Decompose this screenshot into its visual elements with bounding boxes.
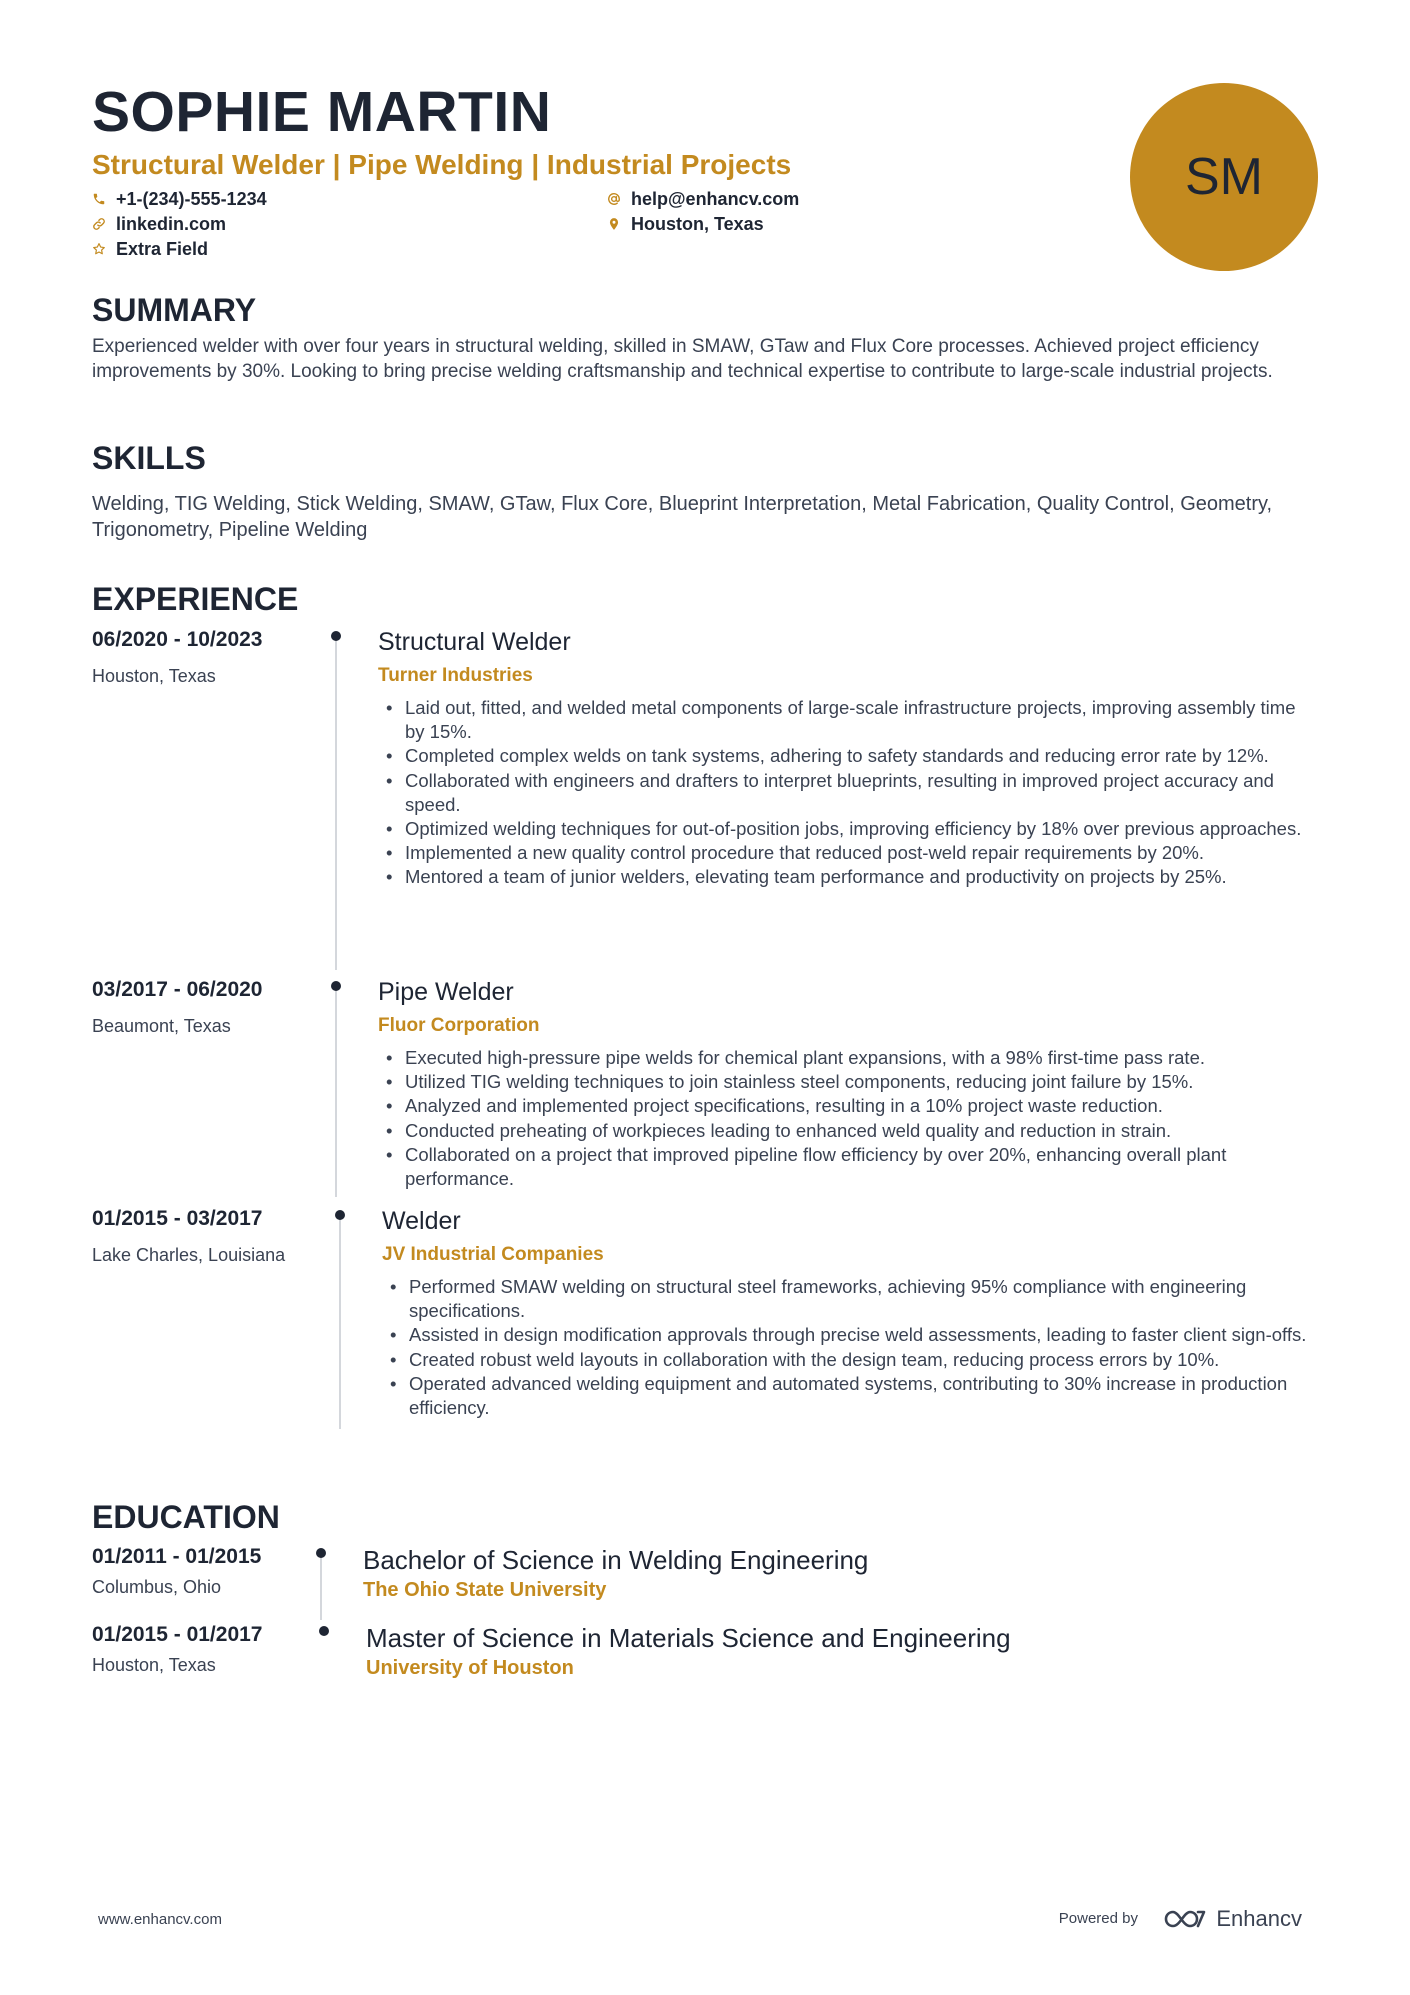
experience-location: Lake Charles, Louisiana <box>92 1245 286 1265</box>
contact-location <box>607 213 907 235</box>
contact-email-text: help@enhancv.com <box>631 189 800 209</box>
experience-dates: 01/2015 - 03/2017 <box>92 1207 263 1230</box>
experience-item <box>92 977 1318 1197</box>
star-icon <box>92 241 106 257</box>
experience-meta <box>92 1206 332 1266</box>
link-icon <box>92 216 106 232</box>
experience-details <box>378 627 1318 890</box>
experience-item <box>92 627 1318 967</box>
experience-heading: EXPERIENCE <box>92 581 299 617</box>
enhancv-logo-icon <box>1162 1906 1208 1932</box>
footer <box>98 1906 1318 1936</box>
education-item <box>92 1622 1318 1692</box>
skills-text: Welding, TIG Welding, Stick Welding, SMAW, GTaw, Flux Core, Blueprint Interpretation, Metal Fabrication, Quality Control, Geometry, Trigonometry, Pipeline Welding <box>92 493 1273 541</box>
experience-details <box>378 977 1318 1191</box>
experience-item <box>92 1206 1318 1436</box>
contact-email[interactable] <box>607 188 907 210</box>
contact-linkedin-text: linkedin.com <box>116 214 227 234</box>
summary-section <box>92 291 1318 384</box>
experience-dates: 03/2017 - 06/2020 <box>92 978 263 1001</box>
experience-bullets <box>378 696 1318 890</box>
enhancv-logo-text: Enhancv <box>1216 1906 1302 1931</box>
experience-bullet: • Assisted in design modification approvals through precise weld assessments, leading to faster client sign-offs. <box>382 1323 1318 1347</box>
education-degree: Bachelor of Science in Welding Engineering <box>363 1545 869 1575</box>
experience-bullet: • Analyzed and implemented project specifications, resulting in a 10% project waste reduction. <box>378 1094 1318 1118</box>
experience-dates: 06/2020 - 10/2023 <box>92 628 263 651</box>
education-school: The Ohio State University <box>363 1579 607 1601</box>
timeline-line <box>339 1214 341 1429</box>
experience-bullet: • Collaborated on a project that improved pipeline flow efficiency by over 20%, enhancing overall plant performance. <box>378 1143 1318 1191</box>
experience-company: Fluor Corporation <box>378 1015 540 1036</box>
timeline-dot <box>316 1548 326 1558</box>
enhancv-logo[interactable] <box>1162 1906 1302 1932</box>
experience-role: Welder <box>382 1207 461 1235</box>
contact-location-text: Houston, Texas <box>631 214 764 234</box>
summary-heading: SUMMARY <box>92 292 257 328</box>
education-degree: Master of Science in Materials Science and Engineering <box>366 1623 1011 1653</box>
footer-powered-by: Powered by <box>1058 1910 1138 1927</box>
experience-meta <box>92 627 312 687</box>
footer-url[interactable]: www.enhancv.com <box>98 1911 222 1928</box>
skills-section <box>92 439 1318 543</box>
education-section <box>92 1498 1318 1679</box>
experience-details <box>382 1206 1318 1420</box>
map-pin-icon <box>607 216 621 232</box>
timeline-line <box>320 1552 322 1620</box>
contact-extra-text: Extra Field <box>116 239 209 259</box>
experience-company: JV Industrial Companies <box>382 1244 604 1265</box>
candidate-title: Structural Welder | Pipe Welding | Industrial Projects <box>92 149 792 180</box>
experience-bullet: • Completed complex welds on tank systems, adhering to safety standards and reducing error rate by 12%. <box>378 744 1318 768</box>
experience-bullet: • Optimized welding techniques for out-of-position jobs, improving efficiency by 18% over previous approaches. <box>378 817 1318 841</box>
timeline-dot <box>331 981 341 991</box>
education-school: University of Houston <box>366 1657 574 1679</box>
education-dates: 01/2011 - 01/2015 <box>92 1545 262 1568</box>
education-meta <box>92 1544 312 1598</box>
summary-text: Experienced welder with over four years in structural welding, skilled in SMAW, GTaw and Flux Core processes. Achieved project efficiency improvements by 30%. Looking to bring precise welding craftsmanship and technical expertise to contribute to large-scale industrial projects. <box>92 336 1273 382</box>
phone-icon <box>92 191 106 207</box>
avatar <box>1130 83 1318 271</box>
timeline-dot <box>335 1210 345 1220</box>
contact-extra <box>92 238 607 260</box>
timeline-line <box>335 985 337 1197</box>
timeline-line <box>335 635 337 970</box>
skills-heading: SKILLS <box>92 440 206 476</box>
experience-location: Houston, Texas <box>92 666 216 686</box>
experience-location: Beaumont, Texas <box>92 1016 231 1036</box>
education-location: Columbus, Ohio <box>92 1577 222 1597</box>
experience-section <box>92 580 1318 1419</box>
experience-bullet: • Mentored a team of junior welders, elevating team performance and productivity on projects by 25%. <box>378 865 1318 889</box>
experience-bullets <box>378 1046 1318 1191</box>
experience-bullet: • Utilized TIG welding techniques to join stainless steel components, reducing joint failure by 15%. <box>378 1070 1318 1094</box>
education-details <box>366 1622 1318 1680</box>
experience-company: Turner Industries <box>378 665 533 686</box>
experience-bullet: • Performed SMAW welding on structural steel frameworks, achieving 95% compliance with engineering specifications. <box>382 1275 1318 1323</box>
contact-phone-text: +1-(234)-555-1234 <box>116 189 267 209</box>
experience-bullet: • Operated advanced welding equipment and automated systems, contributing to 30% increase in production efficiency. <box>382 1372 1318 1420</box>
contact-linkedin[interactable] <box>92 213 607 235</box>
timeline-dot <box>331 631 341 641</box>
education-location: Houston, Texas <box>92 1655 216 1675</box>
contact-phone[interactable] <box>92 188 607 210</box>
experience-bullet: • Created robust weld layouts in collaboration with the design team, reducing process errors by 10%. <box>382 1348 1318 1372</box>
education-heading: EDUCATION <box>92 1499 280 1535</box>
at-icon <box>607 191 621 207</box>
education-details <box>363 1544 1318 1602</box>
experience-role: Structural Welder <box>378 628 571 656</box>
experience-bullet: • Collaborated with engineers and drafters to interpret blueprints, resulting in improved project accuracy and speed. <box>378 769 1318 817</box>
timeline-dot <box>319 1626 329 1636</box>
avatar-initials: SM <box>1185 148 1263 206</box>
experience-bullets <box>382 1275 1318 1420</box>
experience-bullet: • Laid out, fitted, and welded metal components of large-scale infrastructure projects, improving assembly time by 15%. <box>378 696 1318 744</box>
education-meta <box>92 1622 312 1676</box>
experience-bullet: • Conducted preheating of workpieces leading to enhanced weld quality and reduction in strain. <box>378 1119 1318 1143</box>
experience-meta <box>92 977 312 1037</box>
education-dates: 01/2015 - 01/2017 <box>92 1623 263 1646</box>
experience-bullet: • Executed high-pressure pipe welds for chemical plant expansions, with a 98% first-time pass rate. <box>378 1046 1318 1070</box>
candidate-name: SOPHIE MARTIN <box>92 80 552 144</box>
experience-role: Pipe Welder <box>378 978 514 1006</box>
education-item <box>92 1544 1318 1614</box>
experience-bullet: • Implemented a new quality control procedure that reduced post-weld repair requirements by 20%. <box>378 841 1318 865</box>
